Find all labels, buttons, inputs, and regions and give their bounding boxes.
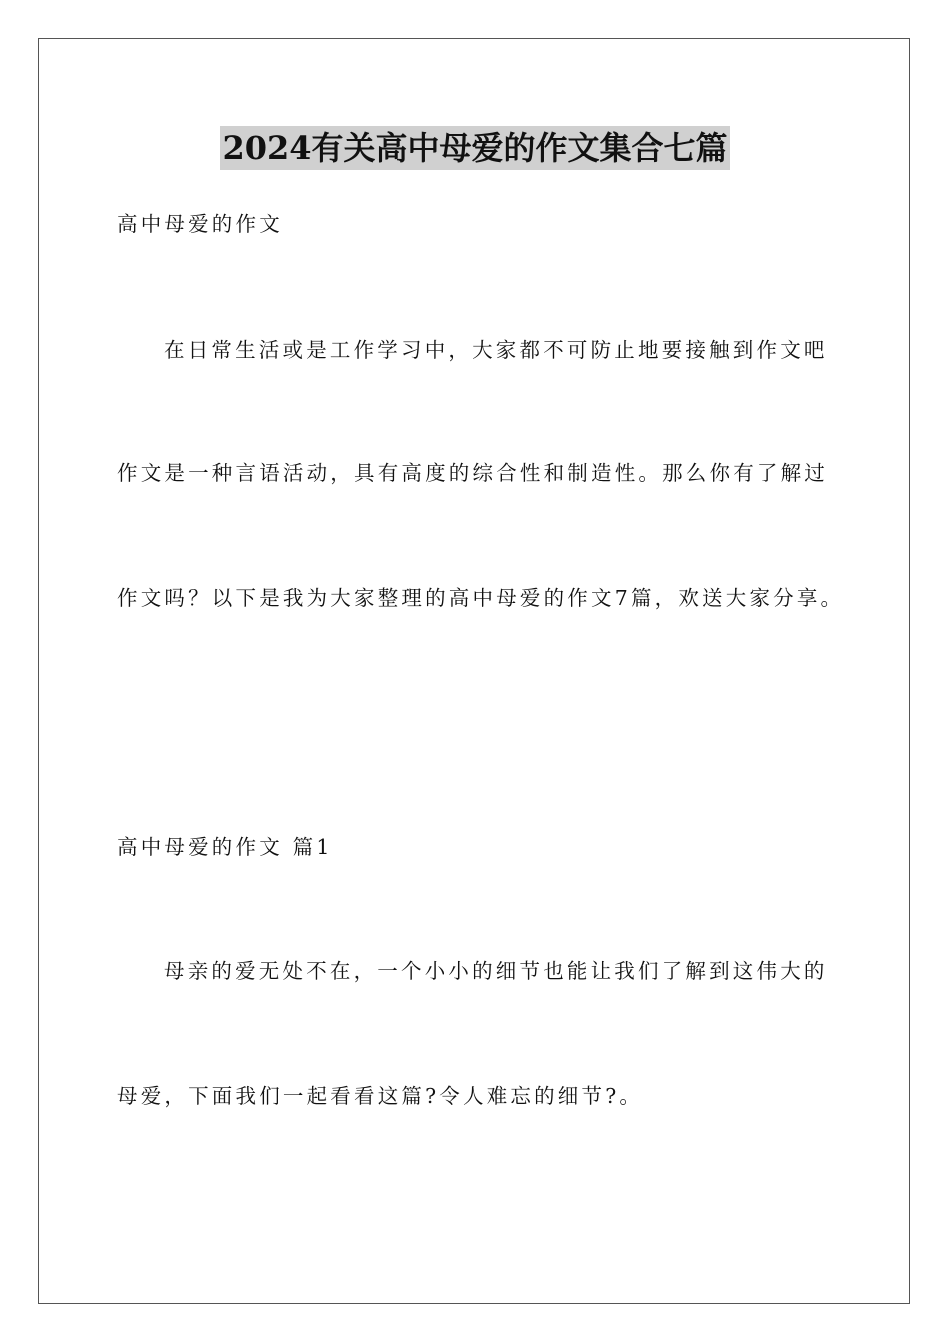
document-title: 2024有关高中母爱的作文集合七篇 [220, 126, 729, 170]
intro-line-1: 在日常生活或是工作学习中，大家都不可防止地要接触到作文吧 [164, 338, 828, 362]
intro-line-2: 作文是一种言语活动，具有高度的综合性和制造性。那么你有了解过 [117, 461, 828, 485]
essay1-line-1: 母亲的爱无处不在，一个小小的细节也能让我们了解到这伟大的 [164, 959, 828, 983]
essay1-line-2: 母爱，下面我们一起看看这篇?令人难忘的细节?。 [117, 1084, 644, 1108]
intro-line-3: 作文吗？以下是我为大家整理的高中母爱的作文7篇，欢送大家分享。 [117, 586, 845, 610]
title-container [0, 126, 950, 170]
section-heading: 高中母爱的作文 [117, 212, 283, 236]
essay1-heading: 高中母爱的作文 篇1 [117, 835, 333, 859]
